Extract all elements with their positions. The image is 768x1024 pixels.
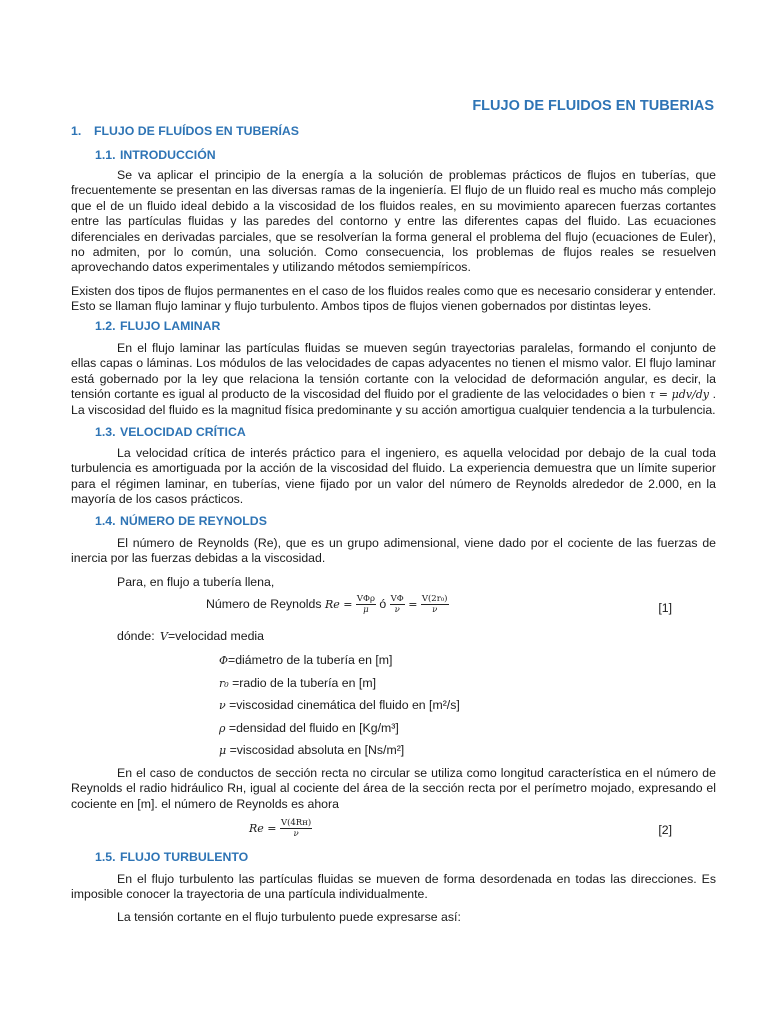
- definition-text: =viscosidad absoluta en [Ns/m²]: [226, 743, 405, 757]
- fraction-numerator: V(4Rн): [280, 818, 312, 828]
- definition-radius: [219, 676, 376, 690]
- equation-or: ó: [379, 596, 387, 611]
- definition-symbol: r₀: [219, 677, 229, 690]
- equation-equals: =: [408, 597, 418, 611]
- section-label: INTRODUCCIÓN: [120, 148, 216, 162]
- definition-text: =radio de la tubería en [m]: [228, 676, 376, 690]
- definition-text: =velocidad media: [167, 629, 264, 643]
- definition-symbol: μ: [219, 744, 227, 757]
- intro-paragraph-2: Existen dos tipos de flujos permanentes en el caso de los fluidos reales como que es necesario considerar y entender. Esto se llaman flujo laminar y flujo turbulento. Ambos tipos de flujos vienen gobernados por distintas leyes.: [71, 284, 716, 314]
- section-number: 1.2.: [95, 319, 116, 333]
- definition-text: =diámetro de la tubería en [m]: [228, 653, 393, 667]
- where-label: dónde:: [117, 629, 155, 643]
- fraction-numerator: V(2r₀): [421, 594, 448, 604]
- reynolds-paragraph-3: En el caso de conductos de sección recta no circular se utiliza como longitud característica en el número de Reynolds el radio hidráulico Rн, igual al cociente del área de la sección recta por el perímetro mojado, expresando el cociente en [m]. el número de Reynolds es ahora: [71, 766, 716, 811]
- fraction-denominator: ν: [394, 605, 400, 615]
- equation-lhs: Re =: [249, 821, 277, 835]
- definition-absolute-viscosity: [219, 743, 404, 757]
- fraction-denominator: ν: [293, 829, 299, 839]
- laminar-text: En el flujo laminar las partículas fluidas se mueven según trayectorias paralelas, formando el conjunto de ellas capas o láminas. Los módulos de las velocidades de capas adyacentes no tienen el mismo valor. El flujo laminar está gobernado por la ley que relaciona la tensión cortante con la velocidad de deformación angular, es decir, la tensión cortante es igual al producto de la viscosidad del fluido por el gradiente de las velocidades o bien: [71, 341, 716, 402]
- turbulent-paragraph-2: La tensión cortante en el flujo turbulento puede expresarse así:: [117, 910, 461, 924]
- fraction-numerator: VΦρ: [356, 594, 375, 604]
- section-1-3-heading: [95, 425, 246, 439]
- section-number: 1.4.: [95, 514, 116, 528]
- definition-text: =densidad del fluido en [Kg/m³]: [225, 721, 399, 735]
- equation-lhs: Re =: [324, 597, 353, 611]
- document-title: FLUJO DE FLUIDOS EN TUBERIAS: [472, 98, 714, 114]
- section-1-2-heading: [95, 319, 220, 333]
- fraction-numerator: VΦ: [390, 594, 404, 604]
- laminar-paragraph: [71, 341, 716, 418]
- section-label: VELOCIDAD CRÍTICA: [120, 425, 246, 439]
- fraction-denominator: ν: [432, 605, 438, 615]
- definition-symbol: Φ: [219, 654, 229, 667]
- section-number: 1.5.: [95, 850, 116, 864]
- section-label: NÚMERO DE REYNOLDS: [120, 514, 267, 528]
- fraction-hydraulic: [280, 818, 312, 839]
- fraction-denominator: μ: [363, 605, 369, 615]
- laminar-text-end: . La viscosidad del fluido es la magnitud física predominante y su acción amortigua cualquier tendencia a la turbulencia.: [71, 387, 717, 417]
- definition-density: [219, 721, 399, 735]
- fraction-3: [421, 594, 449, 615]
- definition-symbol: V: [160, 630, 168, 643]
- equation-2: [249, 818, 312, 839]
- fraction-1: [356, 594, 376, 615]
- definition-velocity: [160, 629, 264, 643]
- shear-formula: τ = μdv/dy: [649, 388, 710, 402]
- section-1-1-heading: [95, 148, 216, 162]
- reynolds-paragraph-1: El número de Reynolds (Re), que es un grupo adimensional, viene dado por el cociente de las fuerzas de inercia por las fuerzas debidas a la viscosidad.: [71, 536, 716, 566]
- intro-paragraph-1: Se va aplicar el principio de la energía a la solución de problemas prácticos de flujos en tuberías, que frecuentemente se presentan en las diversas ramas de la ingeniería. El flujo de un fluido real es mucho más complejo que el de un fluido ideal debido a la viscosidad de los fluidos reales, en su movimiento aparecen fuerzas cortantes entre las partículas fluidas y las paredes del contorno y entre las diferentes capas del fluido. Las ecuaciones diferenciales en derivadas parciales, que se resolverían la forma general el problema del flujo (ecuaciones de Euler), no admiten, por lo común, una solución. Como consecuencia, los problemas de flujos reales se resuelven aprovechando datos experimentales y utilizando métodos semiempíricos.: [71, 168, 716, 275]
- section-number: 1.3.: [95, 425, 116, 439]
- definition-diameter: [219, 653, 392, 667]
- definition-kinematic-viscosity: [219, 698, 460, 712]
- section-number: 1.1.: [95, 148, 116, 162]
- definition-symbol: ν: [219, 699, 226, 712]
- equation-1: [206, 594, 449, 615]
- reynolds-paragraph-2: Para, en flujo a tubería llena,: [117, 575, 275, 589]
- section-label: FLUJO LAMINAR: [120, 319, 221, 333]
- section-label: FLUJO DE FLUÍDOS EN TUBERÍAS: [94, 124, 299, 138]
- equation-1-number: [1]: [658, 601, 672, 615]
- section-1-5-heading: [95, 850, 248, 864]
- section-1-heading: [71, 124, 299, 138]
- definition-text: =viscosidad cinemática del fluido en [m²/s]: [225, 698, 460, 712]
- equation-2-number: [2]: [658, 823, 672, 837]
- fraction-2: [390, 594, 405, 615]
- equation-label: Número de Reynolds: [206, 596, 322, 611]
- critical-velocity-paragraph: La velocidad crítica de interés práctico para el ingeniero, es aquella velocidad por debajo de la cual toda turbulencia es amortiguada por la acción de la viscosidad del fluido. La experiencia demuestra que un límite superior para el régimen laminar, en tuberías, viene fijado por un valor del número de Reynolds alrededor de 2.000, en la mayoría de los casos prácticos.: [71, 446, 716, 507]
- definition-symbol: ρ: [219, 722, 226, 735]
- section-1-4-heading: [95, 514, 267, 528]
- turbulent-paragraph-1: En el flujo turbulento las partículas fluidas se mueven de forma desordenada en todas las direcciones. Es imposible conocer la trayectoria de una partícula individualmente.: [71, 872, 716, 902]
- section-number: 1.: [71, 124, 82, 138]
- section-label: FLUJO TURBULENTO: [120, 850, 249, 864]
